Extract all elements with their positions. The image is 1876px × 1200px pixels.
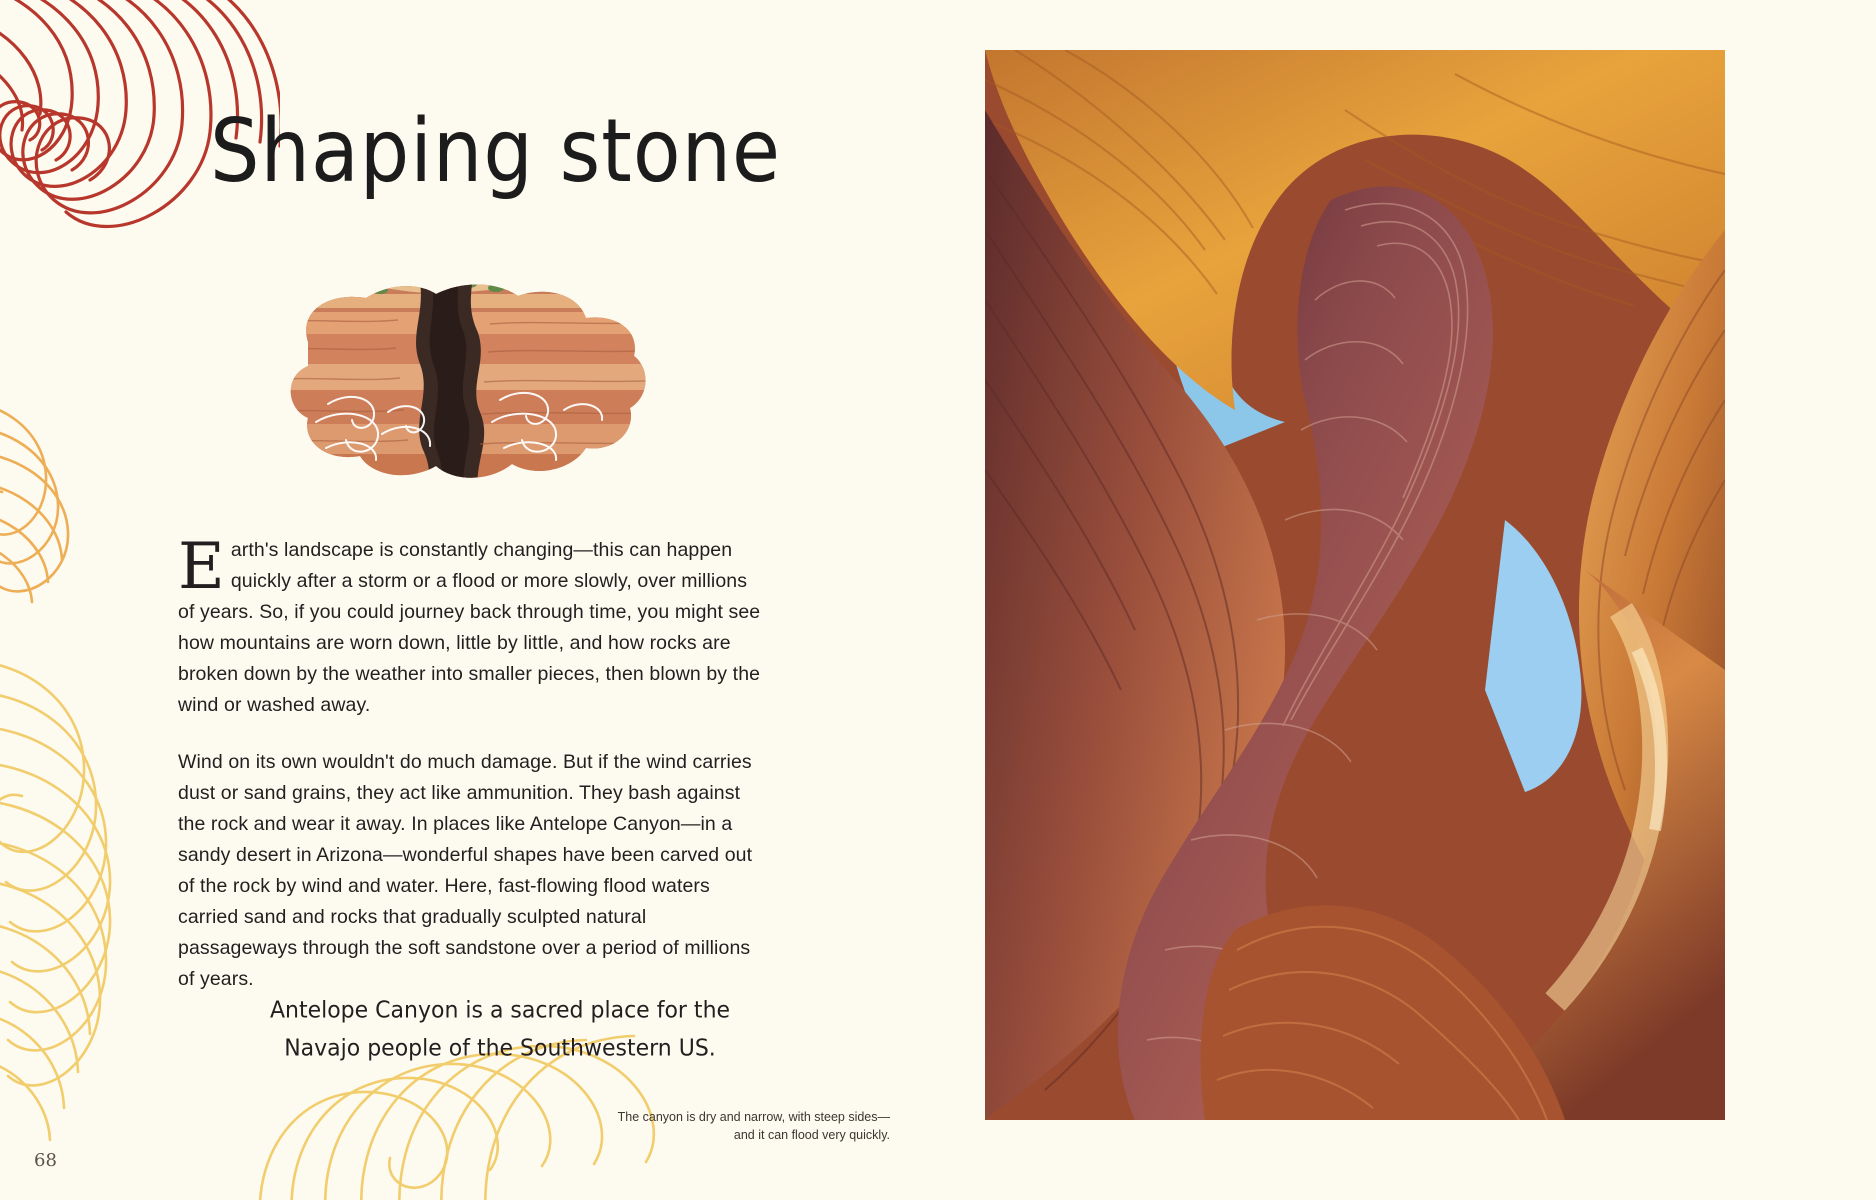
antelope-canyon-photo	[985, 50, 1725, 1120]
orange-swirl-decoration	[0, 390, 140, 650]
page-number: 68	[34, 1150, 57, 1171]
paragraph-one	[178, 530, 768, 721]
red-swirl-decoration	[0, 0, 280, 410]
photo-caption: The canyon is dry and narrow, with steep sides—and it can flood very quickly.	[617, 1110, 890, 1142]
pull-quote: Antelope Canyon is a sacred place for the Navajo people of the Southwestern US.	[269, 997, 731, 1062]
body-text-column	[178, 530, 768, 1021]
eroded-rock-landscape-illustration	[268, 272, 668, 492]
page-title: Shaping stone	[210, 101, 782, 203]
paragraph-one-text: arth's landscape is constantly changing—this can happen quickly after a storm or a flood or more slowly, over millions of years. So, if you could journey back through time, you might see how mountains are worn down, little by little, and how rocks are broken down by the weather into smaller pieces, then blown by the wind or washed away.	[178, 539, 761, 716]
drop-cap: E	[178, 530, 225, 604]
yellow-swirl-decoration	[0, 640, 190, 1160]
paragraph-two: Wind on its own wouldn't do much damage. But if the wind carries dust or sand grains, they act like ammunition. They bash against the rock and wear it away. In places like Antelope Canyon—in a sandy desert in Arizona—wonderful shapes have been carved out of the rock by wind and water. Here, fast-flowing flood waters carried sand and rocks that gradually sculpted natural passageways through the soft sandstone over a period of millions of years.	[178, 751, 753, 990]
